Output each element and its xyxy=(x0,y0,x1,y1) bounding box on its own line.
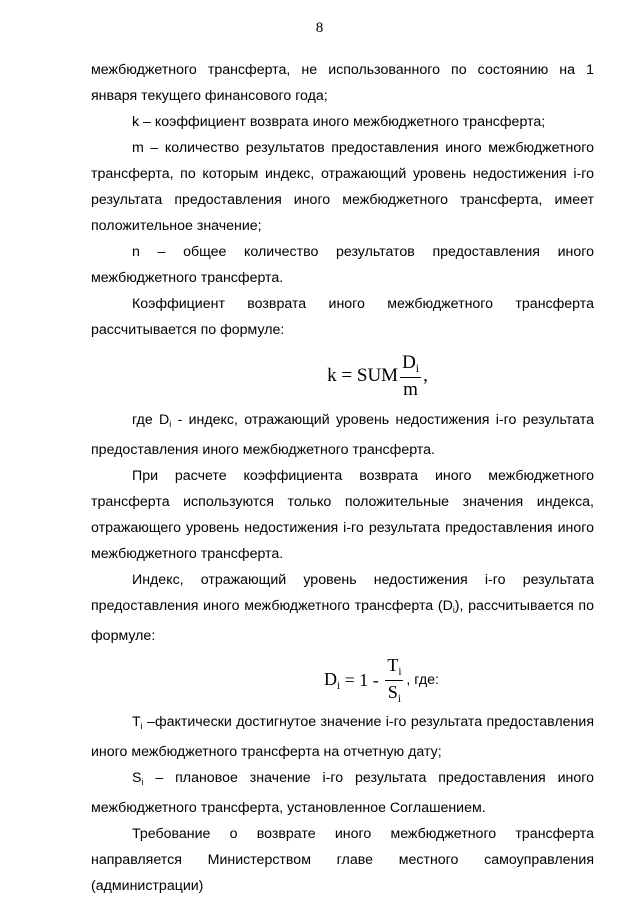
paragraph-1: межбюджетного трансферта, не использованного по состоянию на 1 января текущего финансового года; xyxy=(91,62,594,104)
formula-di-equals: = 1 - xyxy=(340,669,384,690)
formula-k-denominator: m xyxy=(403,378,418,400)
formula-k-comma: , xyxy=(423,365,428,386)
formula-di-denominator: $S_i$ xyxy=(387,681,401,705)
paragraph-n-definition: n – общее количество результатов предоставления иного межбюджетного трансферта. xyxy=(91,244,594,286)
paragraph-coefficient-intro: Коэффициент возврата иного межбюджетного трансферта рассчитывается по формуле: xyxy=(91,296,594,338)
formula-di xyxy=(169,651,594,709)
paragraph-si-definition: $S_i$ – плановое значение i-го результата предоставления иного межбюджетного трансферта, установленное Соглашением. xyxy=(91,770,594,817)
paragraph-index-intro: Индекс, отражающий уровень недостижения i-го результата предоставления иного межбюджетного трансферта $(D_i)$, рассчитывается по формуле: xyxy=(91,572,594,645)
formula-di-lhs: $D_i$ xyxy=(324,668,341,692)
paragraph-positive-values: При расчете коэффициента возврата иного межбюджетного трансферта используются только положительные значения индекса, отражающего уровень недостижения i-го результата предоставления иного межбюджетного трансферта. xyxy=(91,468,594,563)
paragraph-m-definition: m – количество результатов предоставления иного межбюджетного трансферта, по которым индекс, отражающий уровень недостижения i-го результата предоставления иного межбюджетного трансферта, имеет положительное значение; xyxy=(91,140,594,234)
paragraph-di-definition: где $D_i$ - индекс, отражающий уровень недостижения i-го результата предоставления иного межбюджетного трансферта. xyxy=(91,412,594,459)
page-number: 8 xyxy=(315,20,324,36)
paragraph-k-definition: k – коэффициент возврата иного межбюджетного трансферта; xyxy=(132,114,546,130)
formula-k-numerator: $D_i$ xyxy=(400,353,421,378)
paragraph-ti-definition: $T_i$ –фактически достигнутое значение i-го результата предоставления иного межбюджетного трансферта на отчетную дату; xyxy=(91,714,594,761)
formula-di-numerator: $T_i$ xyxy=(385,656,403,681)
formula-k-fraction xyxy=(400,353,421,399)
formula-k-lhs: k = SUM xyxy=(327,365,399,386)
document-body xyxy=(91,57,594,899)
formula-di-fraction xyxy=(385,656,403,705)
formula-di-tail: , где: xyxy=(406,672,439,689)
paragraph-return-requirement: Требование о возврате иного межбюджетного трансферта направляется Министерством главе местного самоуправления (администрации) xyxy=(91,826,594,895)
formula-k xyxy=(161,345,594,407)
